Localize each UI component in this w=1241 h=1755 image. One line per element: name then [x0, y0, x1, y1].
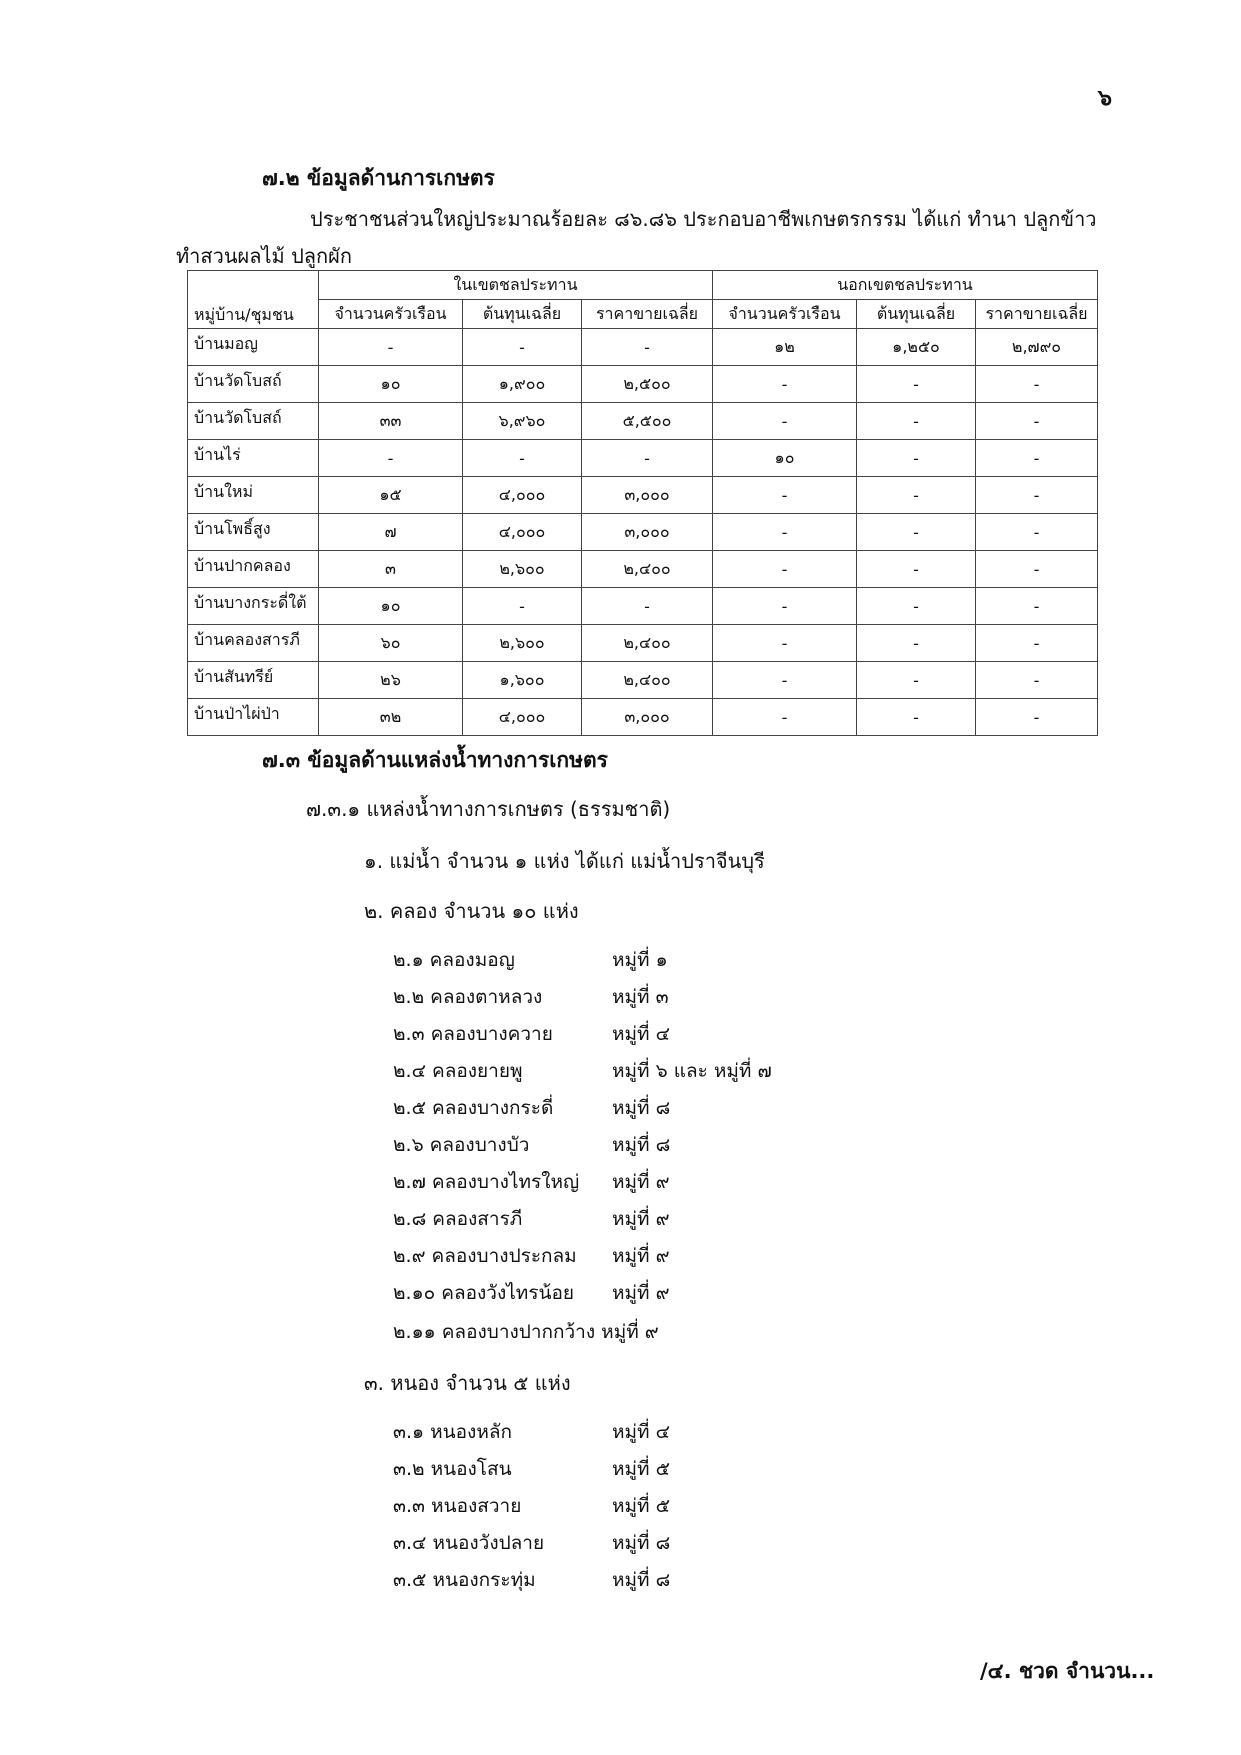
value-cell: -	[582, 588, 713, 625]
table-row	[188, 514, 1098, 551]
table-group-header-row	[188, 271, 1098, 300]
value-cell: -	[713, 477, 857, 514]
page-number: ๖	[1098, 86, 1112, 111]
value-cell: -	[713, 699, 857, 736]
canal-village-no: หมู่ที่ ๖ และ หมู่ที่ ๗	[612, 1060, 772, 1082]
value-cell: -	[713, 588, 857, 625]
value-cell: -	[976, 403, 1098, 440]
canal-name: ๒.๘ คลองสารภี	[393, 1208, 523, 1230]
pond-name: ๓.๑ หนองหลัก	[393, 1421, 513, 1443]
section-heading-7-3: ๗.๓ ข้อมูลด้านแหล่งน้ำทางการเกษตร	[262, 748, 608, 772]
value-cell: ๑๒	[713, 329, 857, 366]
canal-village-no: หมู่ที่ ๙	[612, 1171, 670, 1193]
pond-name: ๓.๔ หนองวังปลาย	[393, 1532, 545, 1554]
pond-village-no: หมู่ที่ ๘	[612, 1532, 671, 1554]
value-cell: -	[857, 625, 976, 662]
table-row	[188, 662, 1098, 699]
value-cell: ๓	[319, 551, 463, 588]
value-cell: -	[857, 588, 976, 625]
village-cell: บ้านวัดโบสถ์	[188, 366, 319, 403]
subsection-7-3-1: ๗.๓.๑ แหล่งน้ำทางการเกษตร (ธรรมชาติ)	[306, 797, 671, 821]
table-row	[188, 551, 1098, 588]
canal-name: ๒.๔ คลองยายพู	[393, 1060, 523, 1082]
column-header: ราคาขายเฉลี่ย	[976, 300, 1098, 329]
value-cell: ๒,๗๙๐	[976, 329, 1098, 366]
value-cell: ๖,๙๖๐	[463, 403, 582, 440]
pond-village-no: หมู่ที่ ๘	[612, 1569, 671, 1591]
village-cell: บ้านสันทรีย์	[188, 662, 319, 699]
value-cell: -	[857, 551, 976, 588]
value-cell: -	[976, 514, 1098, 551]
village-cell: บ้านใหม่	[188, 477, 319, 514]
value-cell: ๒,๔๐๐	[582, 625, 713, 662]
value-cell: -	[857, 403, 976, 440]
value-cell: -	[463, 329, 582, 366]
value-cell: ๑,๖๐๐	[463, 662, 582, 699]
value-cell: ๓๓	[319, 403, 463, 440]
value-cell: ๔,๐๐๐	[463, 477, 582, 514]
canal-village-no: หมู่ที่ ๘	[612, 1097, 671, 1119]
value-cell: -	[976, 625, 1098, 662]
value-cell: ๓,๐๐๐	[582, 514, 713, 551]
village-cell: บ้านโพธิ์สูง	[188, 514, 319, 551]
table-row	[188, 625, 1098, 662]
section-heading-7-2: ๗.๒ ข้อมูลด้านการเกษตร	[262, 166, 495, 190]
canal-village-no: หมู่ที่ ๙	[612, 1282, 670, 1304]
pond-village-no: หมู่ที่ ๔	[612, 1421, 670, 1443]
value-cell: ๑๕	[319, 477, 463, 514]
value-cell: -	[713, 551, 857, 588]
value-cell: ๒๖	[319, 662, 463, 699]
canal-name: ๒.๓ คลองบางควาย	[393, 1023, 553, 1045]
value-cell: -	[463, 588, 582, 625]
value-cell: ๓,๐๐๐	[582, 699, 713, 736]
village-cell: บ้านบางกระดี่ใต้	[188, 588, 319, 625]
value-cell: ๒,๔๐๐	[582, 551, 713, 588]
list-item-canal-2-11: ๒.๑๑ คลองบางปากกว้าง หมู่ที่ ๙	[393, 1321, 659, 1343]
value-cell: -	[713, 366, 857, 403]
group-header-irrigated: ในเขตชลประทาน	[319, 271, 713, 300]
value-cell: ๑๐	[319, 366, 463, 403]
village-cell: บ้านคลองสารภี	[188, 625, 319, 662]
value-cell: -	[582, 440, 713, 477]
value-cell: ๒,๕๐๐	[582, 366, 713, 403]
value-cell: ๒,๔๐๐	[582, 662, 713, 699]
value-cell: ๔,๐๐๐	[463, 514, 582, 551]
village-cell: บ้านไร่	[188, 440, 319, 477]
table-row	[188, 588, 1098, 625]
value-cell: ๒,๖๐๐	[463, 625, 582, 662]
value-cell: -	[582, 329, 713, 366]
value-cell: ๓๒	[319, 699, 463, 736]
value-cell: ๗	[319, 514, 463, 551]
list-item-ponds: ๓. หนอง จำนวน ๕ แห่ง	[364, 1371, 571, 1395]
canal-village-no: หมู่ที่ ๙	[612, 1245, 670, 1267]
pond-name: ๓.๒ หนองโสน	[393, 1458, 512, 1480]
canal-village-no: หมู่ที่ ๑	[612, 949, 668, 971]
value-cell: -	[976, 366, 1098, 403]
value-cell: -	[857, 477, 976, 514]
pond-name: ๓.๓ หนองสวาย	[393, 1495, 522, 1517]
value-cell: -	[319, 440, 463, 477]
village-cell: บ้านปากคลอง	[188, 551, 319, 588]
value-cell: ๑๐	[713, 440, 857, 477]
table-row	[188, 403, 1098, 440]
village-cell: บ้านวัดโบสถ์	[188, 403, 319, 440]
value-cell: -	[857, 440, 976, 477]
value-cell: -	[857, 514, 976, 551]
paragraph-line-2: ทำสวนผลไม้ ปลูกผัก	[176, 244, 352, 268]
column-header: จำนวนครัวเรือน	[713, 300, 857, 329]
value-cell: -	[857, 699, 976, 736]
column-header: ราคาขายเฉลี่ย	[582, 300, 713, 329]
canal-name: ๒.๙ คลองบางประกลม	[393, 1245, 577, 1267]
pond-name: ๓.๕ หนองกระทุ่ม	[393, 1569, 536, 1591]
value-cell: ๖๐	[319, 625, 463, 662]
value-cell: ๒,๖๐๐	[463, 551, 582, 588]
table-row	[188, 440, 1098, 477]
canal-name: ๒.๖ คลองบางบัว	[393, 1134, 530, 1156]
value-cell: ๔,๐๐๐	[463, 699, 582, 736]
value-cell: -	[976, 551, 1098, 588]
list-item-canals: ๒. คลอง จำนวน ๑๐ แห่ง	[364, 899, 579, 923]
table-column-header-row	[188, 300, 1098, 329]
table-row	[188, 699, 1098, 736]
value-cell: -	[713, 625, 857, 662]
value-cell: -	[857, 662, 976, 699]
value-cell: -	[713, 662, 857, 699]
column-header: ต้นทุนเฉลี่ย	[857, 300, 976, 329]
canal-village-no: หมู่ที่ ๙	[612, 1208, 670, 1230]
column-header: ต้นทุนเฉลี่ย	[463, 300, 582, 329]
value-cell: -	[976, 588, 1098, 625]
canal-village-no: หมู่ที่ ๔	[612, 1023, 670, 1045]
pond-village-no: หมู่ที่ ๕	[612, 1458, 670, 1480]
village-cell: บ้านป่าไผ่ป่า	[188, 699, 319, 736]
column-header: จำนวนครัวเรือน	[319, 300, 463, 329]
value-cell: -	[319, 329, 463, 366]
value-cell: ๑๐	[319, 588, 463, 625]
canal-name: ๒.๕ คลองบางกระดี่	[393, 1097, 554, 1119]
value-cell: -	[976, 699, 1098, 736]
canal-name: ๒.๑๐ คลองวังไทรน้อย	[393, 1282, 575, 1304]
value-cell: -	[976, 662, 1098, 699]
value-cell: -	[857, 366, 976, 403]
agriculture-table	[187, 270, 1098, 736]
value-cell: -	[976, 477, 1098, 514]
value-cell: ๑,๙๐๐	[463, 366, 582, 403]
value-cell: -	[463, 440, 582, 477]
value-cell: ๓,๐๐๐	[582, 477, 713, 514]
value-cell: -	[976, 440, 1098, 477]
value-cell: ๕,๕๐๐	[582, 403, 713, 440]
paragraph-line-1: ประชาชนส่วนใหญ่ประมาณร้อยละ ๘๖.๘๖ ประกอบอาชีพเกษตรกรรม ได้แก่ ทำนา ปลูกข้าว	[310, 207, 1097, 231]
value-cell: ๑,๒๕๐	[857, 329, 976, 366]
column-header-village: หมู่บ้าน/ชุมชน	[188, 271, 319, 329]
continuation-footer: /๔. ชวด จำนวน...	[980, 1659, 1155, 1683]
canal-name: ๒.๗ คลองบางไทรใหญ่	[393, 1171, 580, 1193]
table-row	[188, 366, 1098, 403]
pond-village-no: หมู่ที่ ๕	[612, 1495, 670, 1517]
value-cell: -	[713, 403, 857, 440]
canal-village-no: หมู่ที่ ๓	[612, 986, 669, 1008]
canal-village-no: หมู่ที่ ๘	[612, 1134, 671, 1156]
canal-name: ๒.๑ คลองมอญ	[393, 949, 515, 971]
table-row	[188, 329, 1098, 366]
group-header-non-irrigated: นอกเขตชลประทาน	[713, 271, 1098, 300]
table-row	[188, 477, 1098, 514]
value-cell: -	[713, 514, 857, 551]
canal-name: ๒.๒ คลองตาหลวง	[393, 986, 543, 1008]
list-item-river: ๑. แม่น้ำ จำนวน ๑ แห่ง ได้แก่ แม่น้ำปราจีนบุรี	[364, 849, 765, 873]
village-cell: บ้านมอญ	[188, 329, 319, 366]
